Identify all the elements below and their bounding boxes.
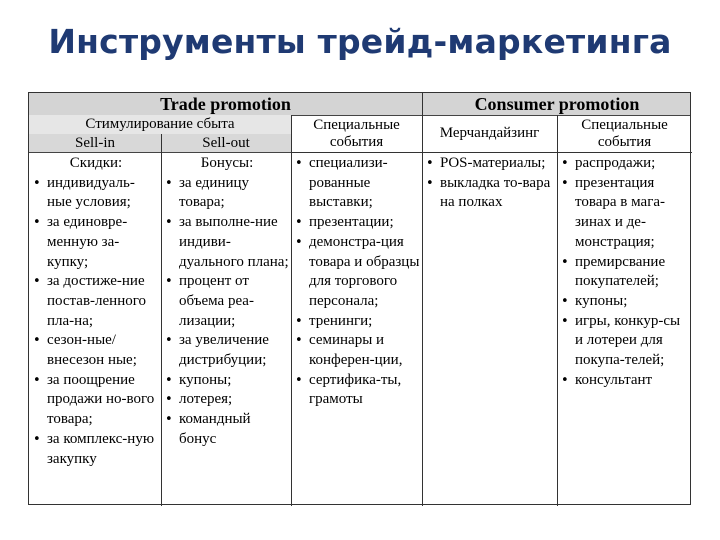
sell-in-list: [33, 174, 159, 470]
sell-out-item: • купоны;: [165, 371, 289, 391]
sell-out-cell: [165, 154, 289, 450]
special-events-1-item: • демонстра-ция товара и образцы для торгового персонала;: [295, 233, 420, 312]
special-events-2-item: • премирсвание покупателей;: [561, 253, 690, 292]
special-events-1-item: • сертифика-ты, грамоты: [295, 371, 420, 410]
special-events-2-list: [561, 154, 690, 390]
special-events-1-item: • тренинги;: [295, 312, 420, 332]
sell-out-item: • процент от объема реа-лизации;: [165, 272, 289, 331]
sell-in-item: • за единовре-менную за-купку;: [33, 213, 159, 272]
divider-sellout-special: [291, 115, 292, 506]
sell-out-intro: Бонусы:: [200, 155, 254, 171]
sell-in-intro: Скидки:: [69, 155, 123, 171]
merchandising-list: [426, 154, 555, 213]
special-events-2-item: • игры, конкур-сы и лотереи для покупа-телей;: [561, 312, 690, 371]
special-events-2-cell: [561, 154, 690, 390]
header-merchandising: Мерчандайзинг: [439, 125, 540, 141]
merchandising-item: • выкладка то-вара на полках: [426, 174, 555, 213]
special-events-2-item: • консультант: [561, 371, 690, 391]
sell-in-item: • за комплекс-ную закупку: [33, 430, 159, 469]
special-events-2-item: • распродажи;: [561, 154, 690, 174]
header-sell-in: Sell-in: [75, 135, 115, 151]
sell-in-item: • индивидуаль-ные условия;: [33, 174, 159, 213]
sell-out-item: • командный бонус: [165, 410, 289, 449]
special-events-2-item: • купоны;: [561, 292, 690, 312]
sell-in-cell: [33, 154, 159, 469]
trade-marketing-table: [28, 92, 691, 505]
special-events-1-item: • семинары и конферен-ции,: [295, 331, 420, 370]
special-events-2-item: • презентация товара в мага-зинах и де-монстрация;: [561, 174, 690, 253]
sell-out-item: • лотерея;: [165, 390, 289, 410]
sell-in-item: • за достиже-ние постав-ленного пла-на;: [33, 272, 159, 331]
merchandising-item: • POS-материалы;: [426, 154, 555, 174]
header-consumer-promotion: Consumer promotion: [474, 94, 640, 114]
sell-out-item: • за увеличение дистрибуции;: [165, 331, 289, 370]
sell-out-item: • за единицу товара;: [165, 174, 289, 213]
special-events-1-list: [295, 154, 420, 410]
special-events-1-cell: [295, 154, 420, 410]
sell-out-list: [165, 174, 289, 450]
header-divider: [291, 152, 692, 153]
merchandising-cell: [426, 154, 555, 213]
header-sales-stimulation: Стимулирование сбыта: [85, 116, 235, 132]
special-events-1-item: • специализи-рованные выставки;: [295, 154, 420, 213]
slide-title: Инструменты трейд-маркетинга: [48, 22, 672, 61]
sell-in-item: • за поощрение продажи но-вого товара;: [33, 371, 159, 430]
header-special-events-1: Специальные события: [313, 117, 400, 150]
divider-sellin-sellout: [161, 134, 162, 506]
sell-out-item: • за выполне-ние индиви-дуального плана;: [165, 213, 289, 272]
divider-merch-special: [557, 115, 558, 506]
header-special-events-2: Специальные события: [581, 117, 668, 150]
special-events-1-item: • презентации;: [295, 213, 420, 233]
header-trade-promotion: Trade promotion: [160, 94, 291, 114]
sell-in-item: • сезон-ные/внесезон ные;: [33, 331, 159, 370]
header-sell-out: Sell-out: [202, 135, 250, 151]
divider-trade-consumer: [422, 93, 423, 506]
